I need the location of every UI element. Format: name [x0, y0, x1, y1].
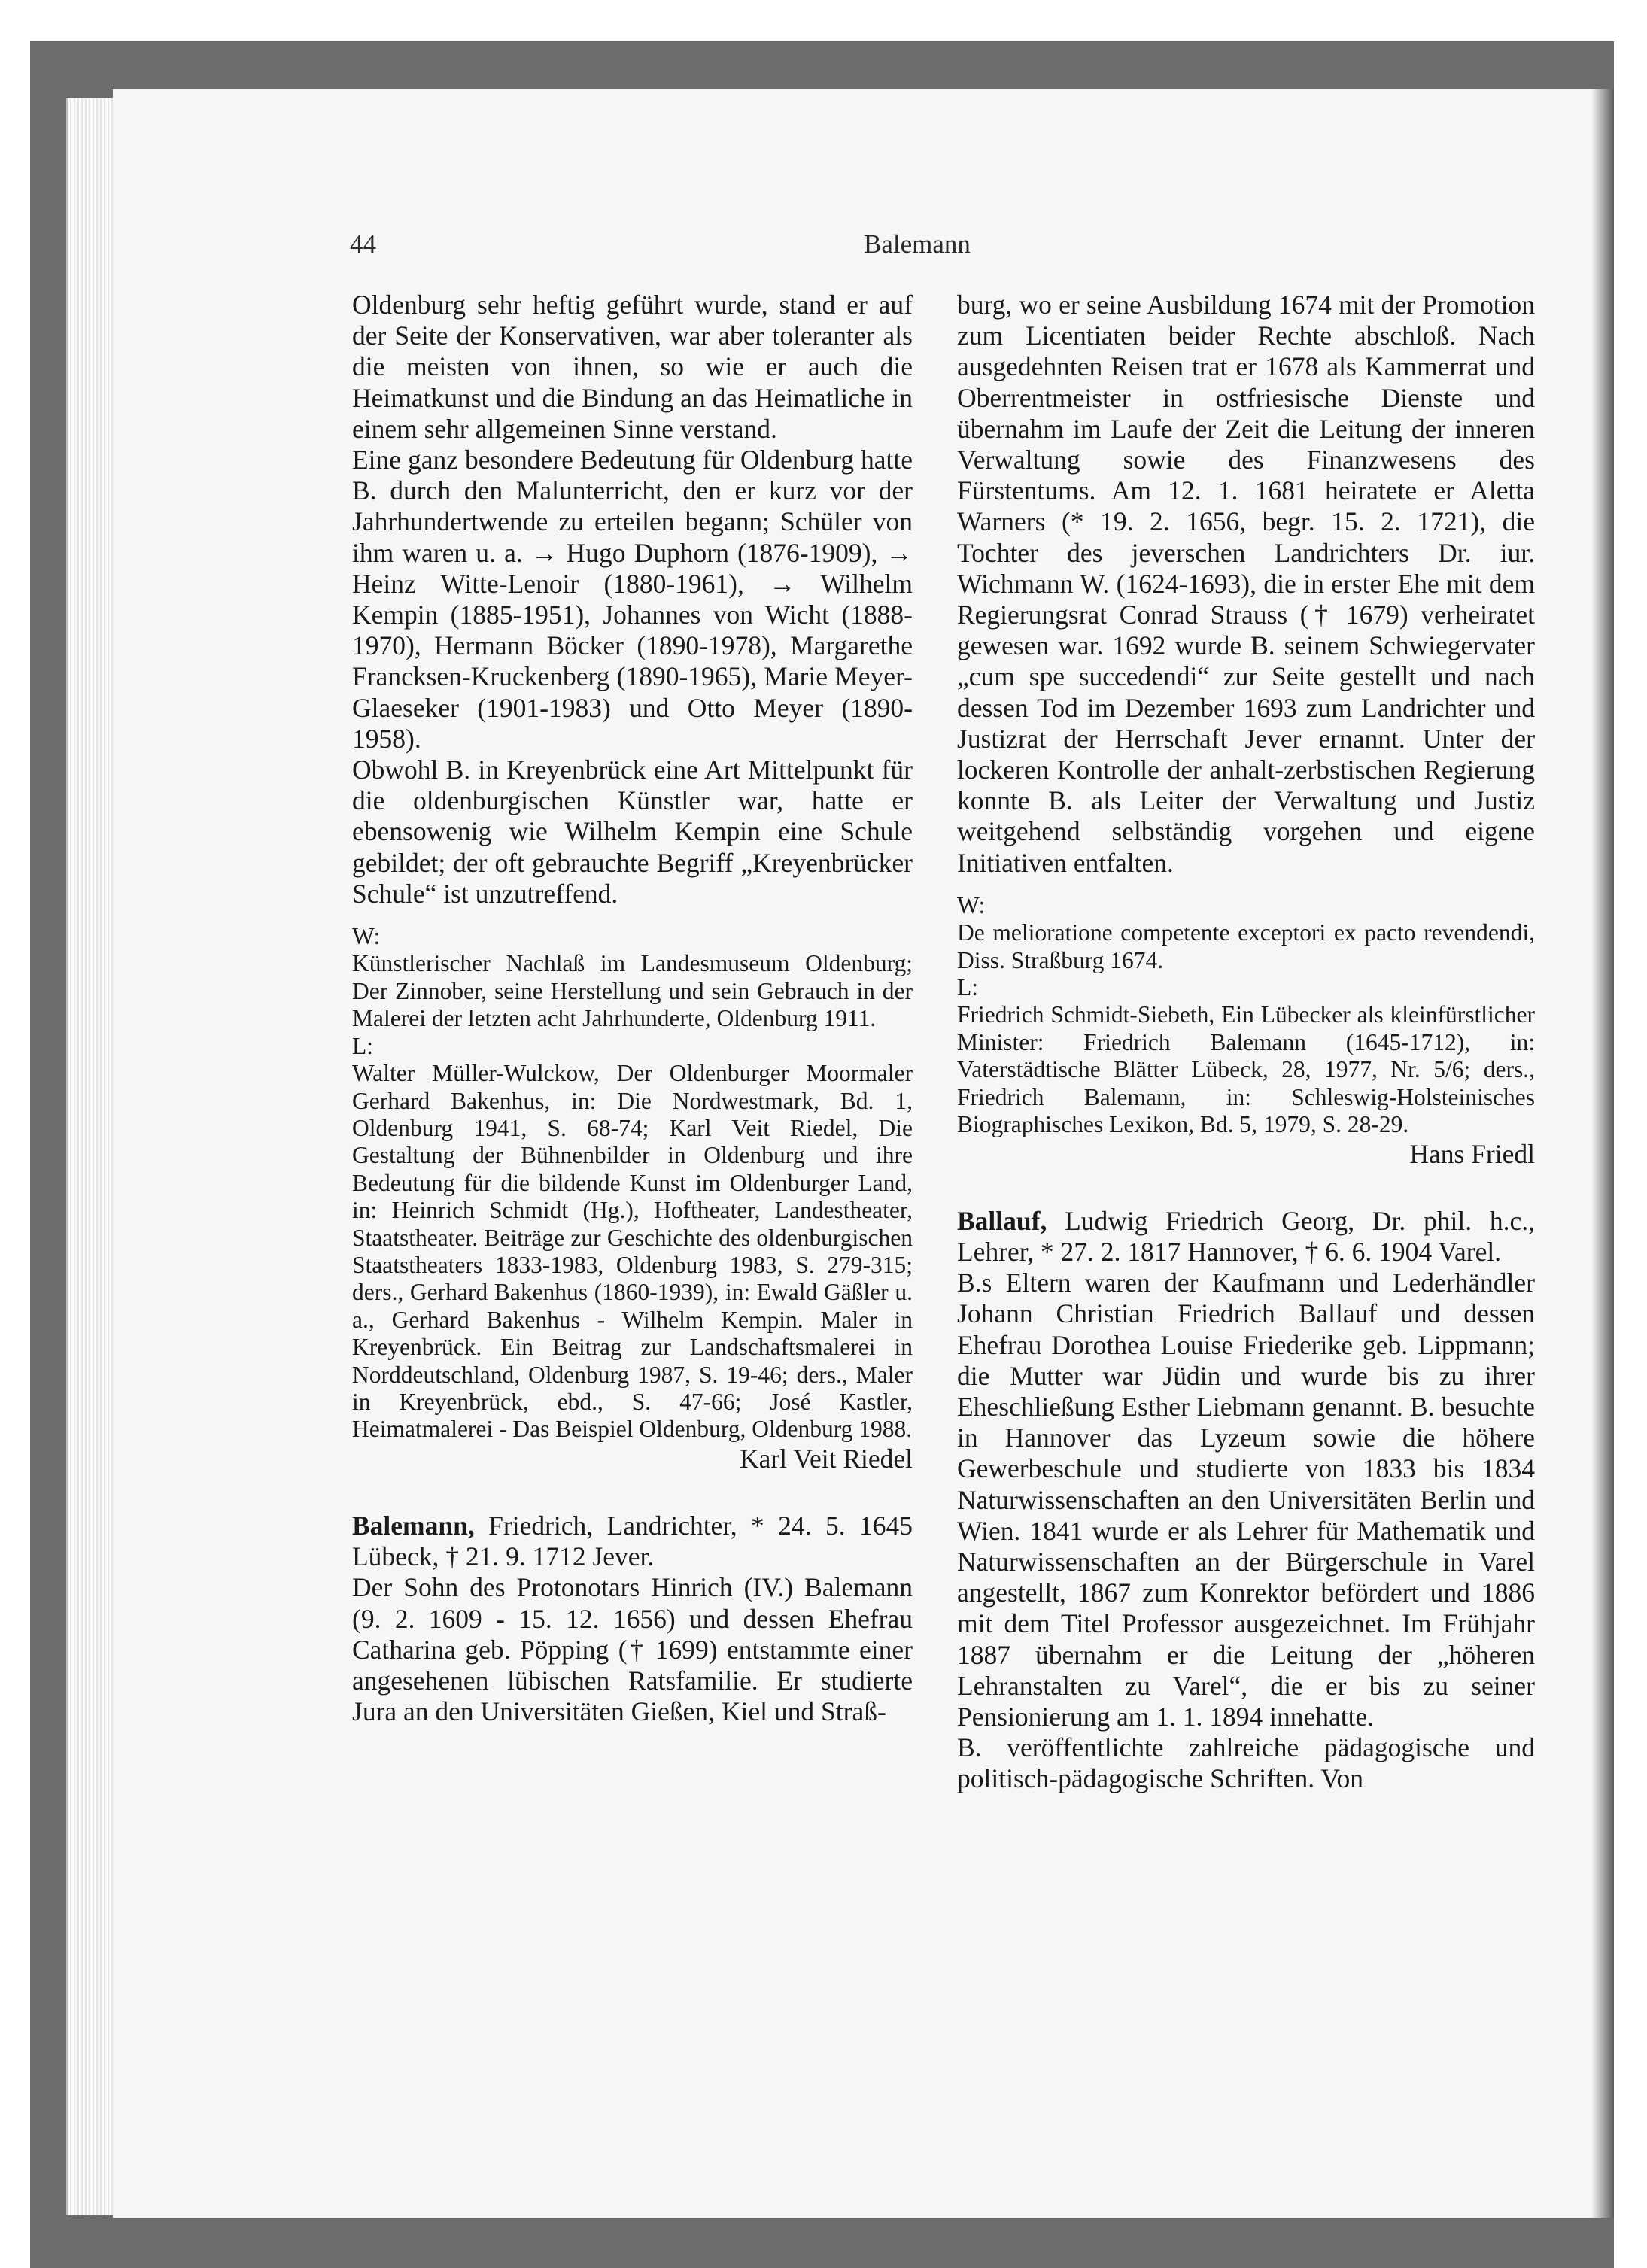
- paragraph: Obwohl B. in Kreyenbrück eine Art Mittelpunkt für die oldenburgischen Künstler war, hatte er ebensowenig wie Wilhelm Kempin eine Schule gebildet; der oft gebrauchte Begriff „Kreyenbrücker Schule“ ist unzutreffend.: [352, 754, 913, 909]
- entry-heading: [352, 1510, 913, 1572]
- works-label: W:: [352, 923, 381, 950]
- running-title: Balemann: [864, 229, 971, 259]
- works-text: Künstlerischer Nachlaß im Landesmuseum Oldenburg; Der Zinnober, seine Herstellung und sein Gebrauch in der Malerei der letzten acht Jahrhunderte, Oldenburg 1911.: [352, 950, 913, 1032]
- left-column: [352, 290, 913, 1727]
- works-label: W:: [957, 891, 986, 918]
- spacer: [957, 879, 1535, 892]
- works-text: De melioratione competente exceptori ex pacto revendendi, Diss. Straßburg 1674.: [957, 919, 1535, 973]
- spacer: [957, 1170, 1535, 1206]
- spacer: [352, 909, 913, 923]
- entry-head-details: Ludwig Friedrich Georg, Dr. phil. h.c., Lehrer, * 27. 2. 1817 Hannover, † 6. 6. 1904 Varel.: [957, 1205, 1535, 1267]
- page-gutter-shadow: [1591, 89, 1614, 2218]
- paragraph: Der Sohn des Protonotars Hinrich (IV.) Balemann (9. 2. 1609 - 15. 12. 1656) und dessen Ehefrau Catharina geb. Pöpping († 1699) entstammte einer angesehenen lübischen Ratsfamilie. Er studierte Jura an den Universitäten Gießen, Kiel und Straß-: [352, 1572, 913, 1727]
- paragraph: Eine ganz besondere Bedeutung für Oldenburg hatte B. durch den Malunterricht, den er kurz vor der Jahrhundertwende zu erteilen begann; Schüler von ihm waren u. a. → Hugo Duphorn (1876-1909), → Heinz Witte-Lenoir (1880-1961), → Wilhelm Kempin (1885-1951), Johannes von Wicht (1888-1970), Hermann Böcker (1890-1978), Margarethe Francksen-Kruckenberg (1890-1965), Marie Meyer-Glaeseker (1901-1983) und Otto Meyer (1890-1958).: [352, 445, 913, 754]
- spacer: [352, 1474, 913, 1510]
- literature-text: Walter Müller-Wulckow, Der Oldenburger Moormaler Gerhard Bakenhus, in: Die Nordwestmark, Bd. 1, Oldenburg 1941, S. 68-74; Karl Veit Riedel, Die Gestaltung der Bühnenbilder in Oldenburg und ihre Bedeutung für die bildende Kunst im Oldenburger Land, in: Heinrich Schmidt (Hg.), Hoftheater, Landestheater, Staatstheater. Beiträge zur Geschichte des oldenburgischen Staatstheaters 1833-1983, Oldenburg 1983, S. 279-315; ders., Gerhard Bakenhus (1860-1939), in: Ewald Gäßler u. a., Gerhard Bakenhus - Wilhelm Kempin. Maler in Kreyenbrück. Ein Beitrag zur Landschaftsmalerei in Norddeutschland, Oldenburg 1987, S. 19-46; ders., Maler in Kreyenbrück, ebd., S. 47-66; José Kastler, Heimatmalerei - Das Beispiel Oldenburg, Oldenburg 1988.: [352, 1060, 913, 1443]
- paragraph: B. veröffentlichte zahlreiche pädagogische und politisch-pädagogische Schriften. Von: [957, 1732, 1535, 1794]
- entry-headword: Balemann,: [352, 1510, 475, 1541]
- entry-heading: [957, 1206, 1535, 1268]
- page-number: 44: [350, 229, 376, 259]
- right-column: [957, 290, 1535, 1795]
- literature-text: Friedrich Schmidt-Siebeth, Ein Lübecker als kleinfürstlicher Minister: Friedrich Balemann (1645-1712), in: Vaterstädtische Blätter Lübeck, 28, 1977, Nr. 5/6; ders., Friedrich Balemann, in: Schleswig-Holsteinisches Biographisches Lexikon, Bd. 5, 1979, S. 28-29.: [957, 1001, 1535, 1138]
- paragraph: burg, wo er seine Ausbildung 1674 mit der Promotion zum Licentiaten beider Rechte abschloß. Nach ausgedehnten Reisen trat er 1678 als Kammerrat und Oberrentmeister in ostfriesische Dienste und übernahm im Laufe der Zeit die Leitung der inneren Verwaltung sowie des Finanzwesens des Fürstentums. Am 12. 1. 1681 heiratete er Aletta Warners (* 19. 2. 1656, begr. 15. 2. 1721), die Tochter des jeverschen Landrichters Dr. iur. Wichmann W. (1624-1693), die in erster Ehe mit dem Regierungsrat Conrad Strauss († 1679) verheiratet gewesen war. 1692 wurde B. seinem Schwiegervater „cum spe succedendi“ zur Seite gestellt und nach dessen Tod im Dezember 1693 zum Landrichter und Justizrat der Herrschaft Jever ernannt. Unter der lockeren Kontrolle der anhalt-zerbstischen Regierung konnte B. als Leiter der Verwaltung und Justiz weitgehend selbständig vorgehen und eigene Initiativen entfalten.: [957, 290, 1535, 878]
- literature-label: L:: [957, 974, 978, 1001]
- entry-headword: Ballauf,: [957, 1205, 1047, 1236]
- entry-head-details: Friedrich, Landrichter, * 24. 5. 1645 Lübeck, † 21. 9. 1712 Jever.: [352, 1510, 913, 1572]
- author-signature: Hans Friedl: [1409, 1138, 1535, 1169]
- author-signature: Karl Veit Riedel: [739, 1443, 913, 1474]
- paragraph: Oldenburg sehr heftig geführt wurde, stand er auf der Seite der Konservativen, war aber toleranter als die meisten von ihnen, so wie er auch die Heimatkunst und die Bindung an das Heimatliche in einem sehr allgemeinen Sinne verstand.: [352, 290, 913, 444]
- literature-label: L:: [352, 1032, 373, 1059]
- paragraph: B.s Eltern waren der Kaufmann und Lederhändler Johann Christian Friedrich Ballauf und dessen Ehefrau Dorothea Louise Friederike geb. Lippmann; die Mutter war Jüdin und wurde bis zu ihrer Eheschließung Esther Liebmann genannt. B. besuchte in Hannover das Lyzeum sowie die höhere Gewerbeschule und studierte von 1833 bis 1834 Naturwissenschaften an den Universitäten Berlin und Wien. 1841 wurde er als Lehrer für Mathematik und Naturwissenschaften an der Bürgerschule in Varel angestellt, 1867 zum Konrektor befördert und 1886 mit dem Titel Professor ausgezeichnet. Im Frühjahr 1887 übernahm er die Leitung der „höheren Lehranstalten zu Varel“, die er bis zu seiner Pensionierung am 1. 1. 1894 innehatte.: [957, 1268, 1535, 1732]
